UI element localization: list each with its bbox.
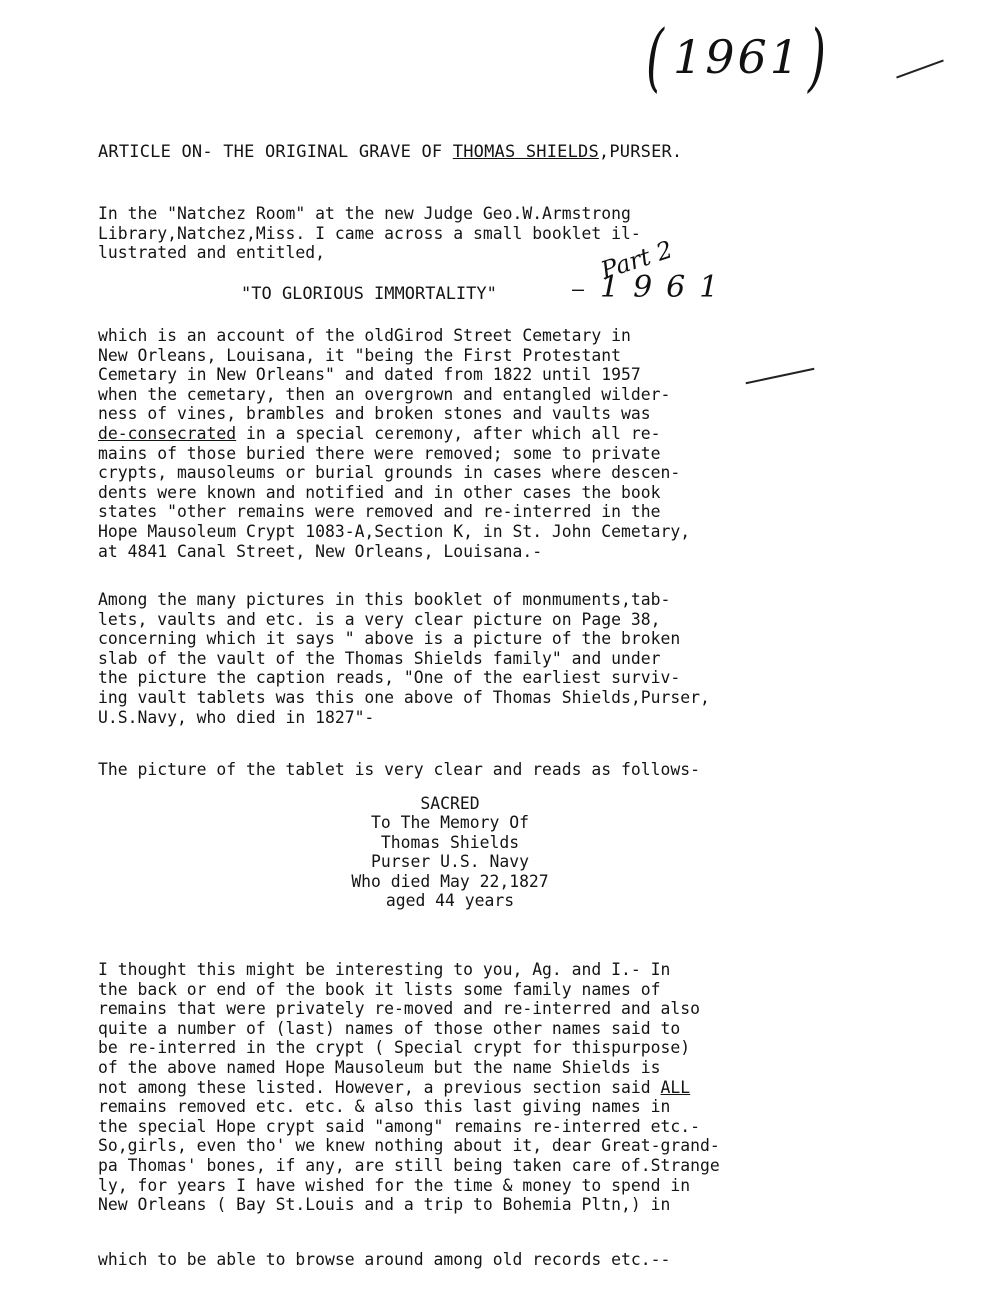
epitaph-block	[330, 794, 570, 910]
booklet-title: "TO GLORIOUS IMMORTALITY"	[241, 284, 497, 304]
handwritten-bracket-right: )	[808, 13, 829, 101]
all-word: ALL	[660, 1077, 691, 1097]
final-line: which to be able to browse around among old records etc.--	[98, 1250, 671, 1269]
epitaph-line: To The Memory Of	[371, 813, 529, 833]
article-title: ARTICLE ON- THE ORIGINAL GRAVE OF THOMAS SHIELDS,PURSER.	[98, 142, 683, 162]
cemetery-paragraph: which is an account of the oldGirod Street Cemetary in New Orleans, Louisana, it "being the First Protestant Cemetary in New Orleans" and dated from 1822 until 1957 when the cemetary, then an overgrown and entangled wilder- ness of vines, brambles and broken stones and vaults was de-consecrated in a special ceremony, after which all re- mains of those buried there were removed; some to private crypts, mausoleums or burial grounds in cases where descen- dents were known and notified and in other cases the book states "other remains were removed and re-interred in the Hope Mausoleum Crypt 1083-A,Section K, in St. John Cemetary, at 4841 Canal Street, New Orleans, Louisana.-	[98, 326, 691, 561]
tablet-intro-line: The picture of the tablet is very clear and reads as follows-	[98, 760, 700, 779]
handwritten-bracket-left: (	[646, 13, 667, 101]
closing-paragraph: I thought this might be interesting to you, Ag. and I.- In the back or end of the book it lists some family names of remains that were privately re-moved and re-interred and also quite a number of (last) names of those other names said to be re-interred in the crypt ( Special crypt for thispurpose) of the above named Hope Mausoleum but the name Shields is not among these listed. However, a previous section said ALL remains removed etc. etc. & also this last giving names in the special Hope crypt said "among" remains re-interred etc.- So,girls, even tho' we knew nothing about it, dear Great-grand- pa Thomas' bones, if any, are still being taken care of.Strange ly, for years I have wished for the time & money to spend in New Orleans ( Bay St.Louis and a trip to Bohemia Pltn,) in	[98, 960, 720, 1215]
epitaph-line: Who died May 22,1827	[351, 871, 549, 891]
title-name: THOMAS SHIELDS	[452, 142, 599, 162]
epitaph-line: SACRED	[420, 794, 480, 813]
intro-paragraph: In the "Natchez Room" at the new Judge Geo.W.Armstrong Library,Natchez,Miss. I came across a small booklet il- lustrated and entitled,	[98, 204, 641, 263]
deconsecrated-word: de-consecrated	[98, 423, 237, 443]
epitaph-line: Purser U.S. Navy	[371, 852, 529, 872]
handwritten-year-note: 1961	[600, 270, 733, 305]
epitaph-line: Thomas Shields	[380, 832, 520, 852]
handwritten-year-annotation: ( 1961 )	[646, 13, 829, 101]
pictures-paragraph: Among the many pictures in this booklet of monmuments,tab- lets, vaults and etc. is a very clear picture on Page 38, concerning which it says " above is a picture of the broken slab of the vault of the Thomas Shields family" and under the picture the caption reads, "One of the earliest surviv- ing vault tablets was this one above of Thomas Shields,Purser, U.S.Navy, who died in 1827"-	[98, 590, 710, 727]
handwritten-part-note: Part 2	[597, 235, 676, 285]
handwritten-stroke	[896, 60, 944, 79]
epitaph-line: aged 44 years	[385, 891, 515, 911]
booklet-title-dash: —	[572, 277, 585, 301]
handwritten-stroke	[746, 368, 815, 385]
